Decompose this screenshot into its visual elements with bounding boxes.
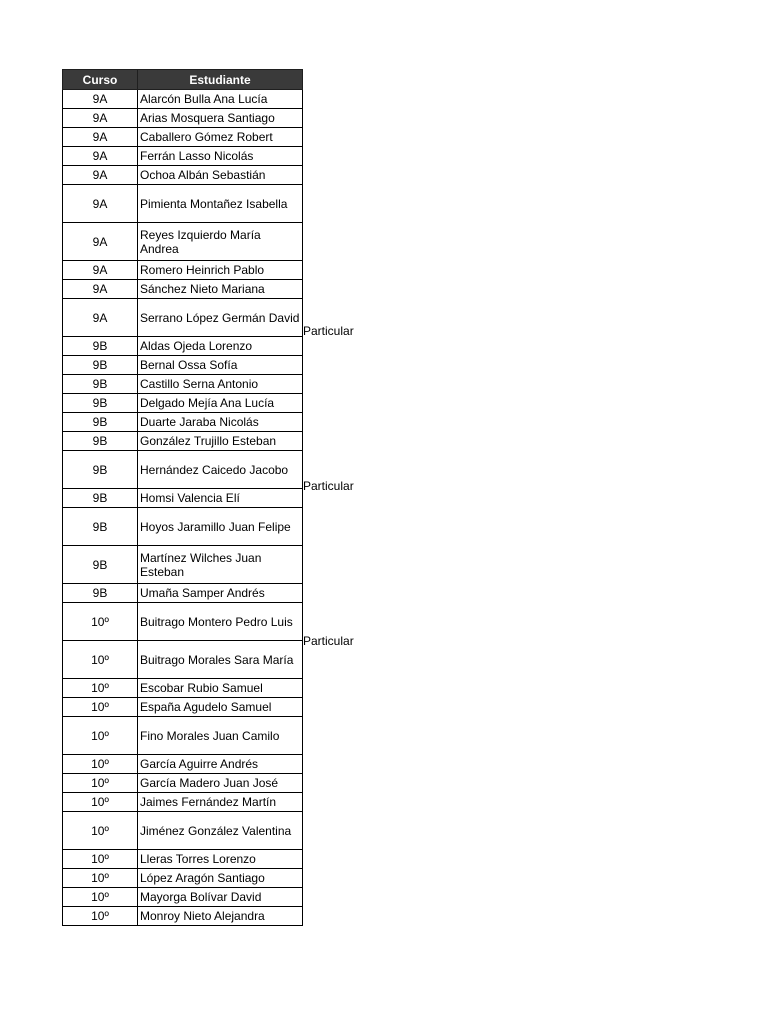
table-row [63, 698, 303, 717]
table-row [63, 185, 303, 223]
table-row [63, 223, 303, 261]
curso-cell: 10º [63, 812, 138, 850]
note-particular: Particular [303, 479, 354, 493]
curso-cell: 10º [63, 774, 138, 793]
curso-cell: 9B [63, 546, 138, 584]
curso-cell: 9B [63, 375, 138, 394]
curso-cell: 10º [63, 603, 138, 641]
note-particular: Particular [303, 634, 354, 648]
estudiante-cell: García Madero Juan José [138, 774, 303, 793]
table-row [63, 90, 303, 109]
table-row [63, 907, 303, 926]
table-row [63, 147, 303, 166]
estudiante-cell: González Trujillo Esteban [138, 432, 303, 451]
header-estudiante: Estudiante [138, 70, 303, 90]
note-particular: Particular [303, 324, 354, 338]
table-row [63, 413, 303, 432]
estudiante-cell: López Aragón Santiago [138, 869, 303, 888]
table-row [63, 337, 303, 356]
estudiante-cell: Ochoa Albán Sebastián [138, 166, 303, 185]
table-row [63, 166, 303, 185]
estudiante-cell: Monroy Nieto Alejandra [138, 907, 303, 926]
table-row [63, 109, 303, 128]
table-row [63, 128, 303, 147]
estudiante-cell: Buitrago Morales Sara María [138, 641, 303, 679]
estudiante-cell: Bernal Ossa Sofía [138, 356, 303, 375]
estudiante-cell: Pimienta Montañez Isabella [138, 185, 303, 223]
estudiante-cell: Reyes Izquierdo María Andrea [138, 223, 303, 261]
estudiante-cell: Mayorga Bolívar David [138, 888, 303, 907]
estudiante-cell: Romero Heinrich Pablo [138, 261, 303, 280]
curso-cell: 9A [63, 185, 138, 223]
estudiante-cell: Aldas Ojeda Lorenzo [138, 337, 303, 356]
table-row [63, 546, 303, 584]
students-table [62, 69, 303, 926]
table-row [63, 432, 303, 451]
table-row [63, 508, 303, 546]
table-row [63, 774, 303, 793]
curso-cell: 10º [63, 869, 138, 888]
curso-cell: 10º [63, 888, 138, 907]
table-row [63, 812, 303, 850]
curso-cell: 10º [63, 850, 138, 869]
estudiante-cell: Escobar Rubio Samuel [138, 679, 303, 698]
curso-cell: 10º [63, 907, 138, 926]
estudiante-cell: Homsi Valencia Elí [138, 489, 303, 508]
table-row [63, 850, 303, 869]
estudiante-cell: Jaimes Fernández Martín [138, 793, 303, 812]
estudiante-cell: Hoyos Jaramillo Juan Felipe [138, 508, 303, 546]
estudiante-cell: Serrano López Germán David [138, 299, 303, 337]
curso-cell: 9A [63, 90, 138, 109]
table-row [63, 679, 303, 698]
estudiante-cell: Fino Morales Juan Camilo [138, 717, 303, 755]
curso-cell: 9B [63, 337, 138, 356]
estudiante-cell: Umaña Samper Andrés [138, 584, 303, 603]
curso-cell: 10º [63, 679, 138, 698]
table-header-row [63, 70, 303, 90]
estudiante-cell: Alarcón Bulla Ana Lucía [138, 90, 303, 109]
estudiante-cell: Duarte Jaraba Nicolás [138, 413, 303, 432]
estudiante-cell: Sánchez Nieto Mariana [138, 280, 303, 299]
curso-cell: 9A [63, 299, 138, 337]
table-row [63, 603, 303, 641]
table-row [63, 451, 303, 489]
curso-cell: 10º [63, 793, 138, 812]
curso-cell: 9A [63, 147, 138, 166]
curso-cell: 9A [63, 166, 138, 185]
curso-cell: 9B [63, 489, 138, 508]
table-row [63, 641, 303, 679]
curso-cell: 9B [63, 432, 138, 451]
table-row [63, 584, 303, 603]
curso-cell: 9A [63, 109, 138, 128]
curso-cell: 9B [63, 584, 138, 603]
estudiante-cell: Caballero Gómez Robert [138, 128, 303, 147]
curso-cell: 9A [63, 128, 138, 147]
table-row [63, 888, 303, 907]
header-curso: Curso [63, 70, 138, 90]
table-row [63, 299, 303, 337]
estudiante-cell: Delgado Mejía Ana Lucía [138, 394, 303, 413]
estudiante-cell: Martínez Wilches Juan Esteban [138, 546, 303, 584]
curso-cell: 9A [63, 223, 138, 261]
curso-cell: 10º [63, 698, 138, 717]
table-row [63, 793, 303, 812]
curso-cell: 9B [63, 508, 138, 546]
estudiante-cell: Arias Mosquera Santiago [138, 109, 303, 128]
table-row [63, 261, 303, 280]
estudiante-cell: Castillo Serna Antonio [138, 375, 303, 394]
estudiante-cell: Ferrán Lasso Nicolás [138, 147, 303, 166]
table-row [63, 755, 303, 774]
curso-cell: 9B [63, 356, 138, 375]
curso-cell: 9B [63, 394, 138, 413]
table-row [63, 356, 303, 375]
table-row [63, 869, 303, 888]
estudiante-cell: Jiménez González Valentina [138, 812, 303, 850]
curso-cell: 10º [63, 641, 138, 679]
table-row [63, 717, 303, 755]
estudiante-cell: Buitrago Montero Pedro Luis [138, 603, 303, 641]
estudiante-cell: García Aguirre Andrés [138, 755, 303, 774]
estudiante-cell: Lleras Torres Lorenzo [138, 850, 303, 869]
table-row [63, 375, 303, 394]
estudiante-cell: España Agudelo Samuel [138, 698, 303, 717]
estudiante-cell: Hernández Caicedo Jacobo [138, 451, 303, 489]
curso-cell: 10º [63, 717, 138, 755]
curso-cell: 10º [63, 755, 138, 774]
curso-cell: 9B [63, 451, 138, 489]
table-row [63, 489, 303, 508]
table-row [63, 394, 303, 413]
curso-cell: 9A [63, 261, 138, 280]
table-row [63, 280, 303, 299]
curso-cell: 9B [63, 413, 138, 432]
curso-cell: 9A [63, 280, 138, 299]
